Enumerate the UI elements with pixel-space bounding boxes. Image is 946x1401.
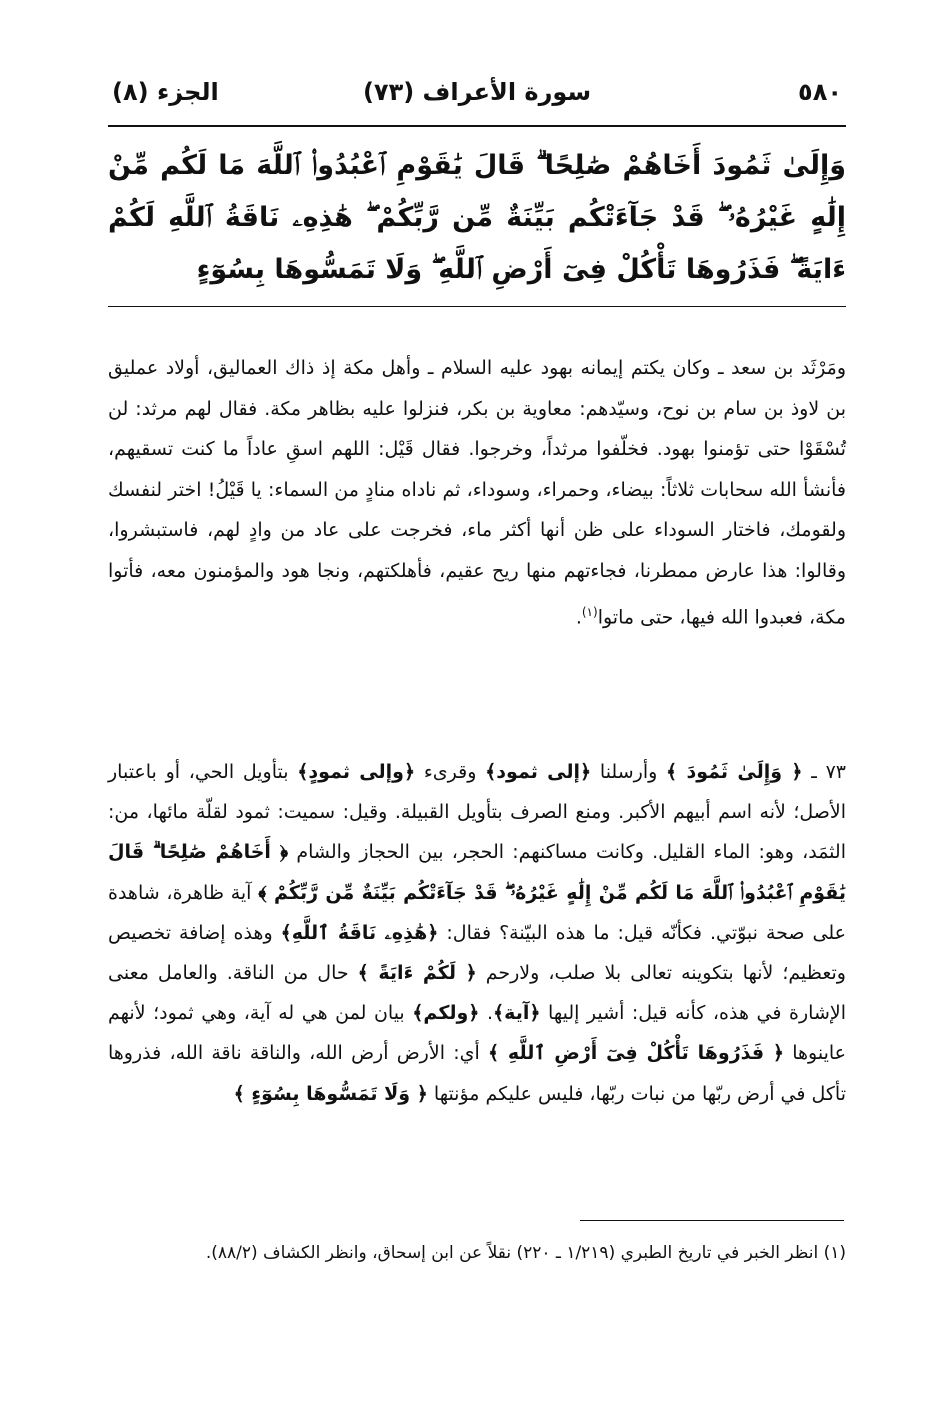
footnote-marker: (١) bbox=[581, 604, 598, 619]
commentary-text: آية ظاهرة، شاهدة على صحة نبوّتي. فكأنّه قيل: ما هذه البيّنة؟ فقال: bbox=[108, 881, 846, 944]
quran-quote: ﴿ لَكُمْ ءَايَةً ﴾ bbox=[357, 962, 477, 985]
commentary-text: بتأويل الحي، أو باعتبار الأصل؛ لأنه اسم أبيهم الأكبر. ومنع الصرف بتأويل القبيلة. وقيل: سميت: ثمود لقلّة مائها، من: الثمَد، وهو: الماء القليل. وكانت مساكنهم: الحجر، بين الحجاز والشام bbox=[108, 761, 846, 864]
commentary-text: وقرىء bbox=[415, 761, 486, 783]
quran-quote: ﴿هَٰذِهِۦ نَاقَةُ ٱللَّهِ﴾ bbox=[280, 921, 439, 944]
commentary-text: وهذه إضافة تخصيص وتعظيم؛ لأنها بتكوينه تعالى بلا صلب، ولارحم bbox=[108, 921, 846, 985]
footnote: (١) انظر الخبر في تاريخ الطبري (١/٢١٩ ـ ٢٢٠) نقلاً عن ابن إسحاق، وانظر الكشاف (٨٨/٢). bbox=[205, 1243, 846, 1263]
header-divider bbox=[108, 125, 846, 127]
surah-title: سورة الأعراف (٧٣) bbox=[362, 78, 592, 106]
quran-quote: ﴿إلى ثمود﴾ bbox=[485, 761, 592, 783]
verse-divider bbox=[108, 306, 846, 307]
quran-quote: ﴿وإلى ثمودٍ﴾ bbox=[297, 761, 416, 783]
commentary-paragraph-2 bbox=[108, 752, 846, 1114]
part-label: الجزء (٨) bbox=[112, 78, 219, 106]
commentary-text: بيان لمن هي له آية، وهي ثمود؛ لأنهم عاينوها bbox=[108, 1002, 847, 1065]
page-header bbox=[112, 78, 842, 118]
quran-quote: ﴿ولكم﴾ bbox=[412, 1002, 480, 1025]
full-stop: . bbox=[575, 605, 582, 628]
verse-number: ٧٣ ـ bbox=[802, 761, 846, 783]
commentary-text: أي: الأرض أرض الله، والناقة ناقة الله، فذروها تأكل في أرض ربّها من نبات ربّها، فليس عليكم مؤنتها bbox=[108, 1042, 846, 1105]
quran-quote: ﴿ وَإِلَىٰ ثَمُودَ ﴾ bbox=[666, 761, 803, 783]
quran-quote: ﴿ وَلَا تَمَسُّوهَا بِسُوٓءٍ ﴾ bbox=[233, 1082, 428, 1105]
commentary-text: حال من الناقة. والعامل معنى الإشارة في هذه، كأنه قيل: أشير إليها bbox=[108, 962, 846, 1025]
commentary-text: . bbox=[479, 1002, 494, 1025]
quran-verse: وَإِلَىٰ ثَمُودَ أَخَاهُمْ صَٰلِحًا ۗ قَالَ يَٰقَوْمِ ٱعْبُدُوا۟ ٱللَّهَ مَا لَكُم مِّنْ إِلَٰهٍ غَيْرُهُۥ ۖ قَدْ جَآءَتْكُم بَيِّنَةٌ مِّن رَّبِّكُمْ ۖ هَٰذِهِۦ نَاقَةُ ٱللَّهِ لَكُمْ ءَايَةً ۖ فَذَرُوهَا تَأْكُلْ فِىٓ أَرْضِ ٱللَّهِ ۖ وَلَا تَمَسُّوهَا بِسُوٓءٍ bbox=[108, 150, 846, 285]
quran-quote: ﴿آية﴾ bbox=[493, 1002, 541, 1025]
commentary-text: وأرسلنا bbox=[591, 761, 667, 783]
quran-quote: ﴿ أَخَاهُمْ صَٰلِحًا ۗ قَالَ يَٰقَوْمِ ٱعْبُدُوا۟ ٱللَّهَ مَا لَكُم مِّنْ إِلَٰهٍ غَيْرُهُۥ ۖ قَدْ جَآءَتْكُم بَيِّنَةٌ مِّن رَّبِّكُمْ ﴾ bbox=[108, 841, 846, 904]
paragraph-text: ومَرْثَد بن سعد ـ وكان يكتم إيمانه بهود عليه السلام ـ وأهل مكة إذ ذاك العماليق، أولاد عمليق بن لاوذ بن سام بن نوح، وسيّدهم: معاوية بن بكر، فنزلوا عليه بظاهر مكة. فقال لهم مرثد: لن تُسْقَوْا حتى تؤمنوا بهود. فخلّفوا مرثداً، وخرجوا. فقال قَيْل: اللهم اسقِ عاداً ما كنت تسقيهم، فأنشأ الله سحابات ثلاثاً: بيضاء، وحمراء، وسوداء، ثم ناداه منادٍ من السماء: يا قَيْلُ! اختر لنفسك ولقومك، فاختار السوداء على ظن أنها أكثر ماء، فخرجت على عاد من وادٍ لهم، فاستبشروا، وقالوا: هذا عارض ممطرنا، فجاءتهم منها ريح عقيم، فأهلكتهم، ونجا هود والمؤمنون معه، فأتوا مكة، فعبدوا الله فيها، حتى ماتوا bbox=[108, 357, 846, 628]
footnote-divider bbox=[580, 1220, 844, 1221]
quran-quote: ﴿ فَذَرُوهَا تَأْكُلْ فِىٓ أَرْضِ ٱللَّهِ ﴾ bbox=[487, 1042, 785, 1065]
commentary-paragraph-1 bbox=[108, 348, 846, 637]
page-number: ٥٨٠ bbox=[798, 78, 842, 106]
